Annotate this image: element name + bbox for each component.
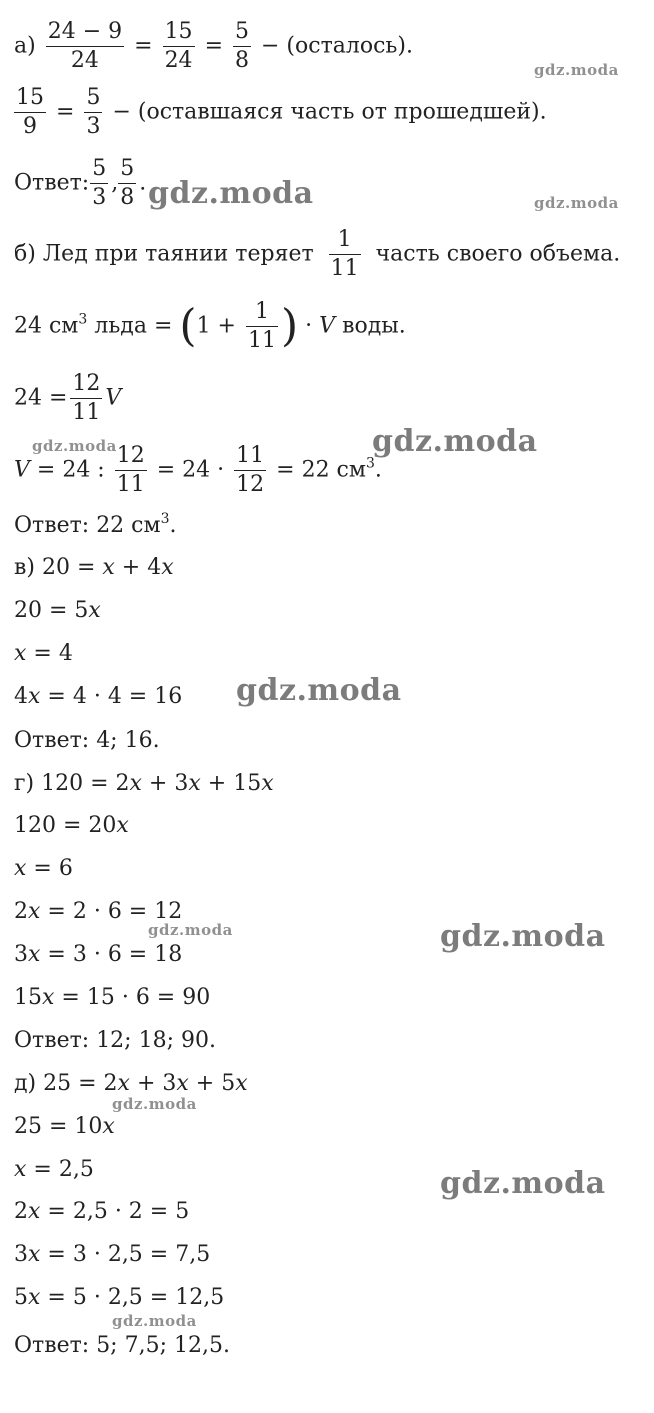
variable-x: x — [42, 985, 55, 1010]
paren-open: ( — [179, 300, 197, 352]
part-g-line-3 — [14, 856, 73, 882]
text: = 6 — [26, 856, 73, 881]
fraction — [246, 298, 278, 355]
watermark: gdz.moda — [372, 424, 538, 459]
watermark: gdz.moda — [148, 921, 233, 939]
part-label: а) — [14, 33, 36, 59]
variable-x: x — [28, 942, 41, 967]
denominator: 3 — [92, 185, 107, 210]
text: = 4 · 4 = 16 — [40, 684, 183, 709]
part-a-answer — [14, 155, 146, 212]
variable-x: x — [161, 555, 174, 580]
watermark: gdz.moda — [148, 176, 314, 211]
numerator: 12 — [70, 370, 102, 399]
variable-v: V — [14, 457, 30, 483]
period: . — [169, 513, 177, 538]
numerator: 11 — [234, 442, 266, 471]
text: 24 см — [14, 313, 79, 339]
equals-sign: = — [204, 33, 223, 59]
text: = 2 · 6 = 12 — [40, 899, 183, 924]
variable-x: x — [117, 1071, 130, 1096]
fraction — [84, 84, 102, 141]
part-d-line-2 — [14, 1114, 115, 1140]
text: 120 = 20 — [14, 813, 117, 838]
denominator: 12 — [236, 472, 265, 497]
variable-x: x — [102, 1114, 115, 1139]
fraction — [163, 18, 195, 75]
numerator: 5 — [90, 155, 108, 184]
part-b-answer — [14, 513, 177, 539]
answer-text: Ответ: 5; 7,5; 12,5. — [14, 1333, 230, 1358]
text: 20 = 5 — [14, 598, 89, 623]
watermark: gdz.moda — [440, 1166, 606, 1201]
part-v-line-3 — [14, 641, 73, 667]
variable-x: x — [28, 1199, 41, 1224]
part-d-line-1 — [14, 1071, 248, 1097]
text: = 24 : — [36, 457, 105, 483]
watermark: gdz.moda — [112, 1095, 197, 1113]
numerator: 1 — [246, 298, 278, 327]
answer-label: Ответ: — [14, 170, 90, 196]
superscript: 3 — [366, 455, 375, 472]
denominator: 11 — [330, 256, 359, 281]
part-v-line-2 — [14, 598, 101, 624]
variable-x: x — [28, 1242, 41, 1267]
denominator: 24 — [70, 48, 99, 73]
denominator: 9 — [23, 114, 37, 139]
fraction — [115, 442, 147, 499]
part-a-line-1 — [14, 18, 413, 75]
variable-v: V — [105, 385, 122, 411]
numerator: 5 — [233, 18, 251, 47]
variable-x: x — [88, 598, 101, 623]
variable-x: x — [129, 771, 142, 796]
watermark: gdz.moda — [236, 673, 402, 708]
watermark: gdz.moda — [112, 1312, 197, 1330]
answer-text: Ответ: 12; 18; 90. — [14, 1028, 216, 1053]
variable-x: x — [261, 771, 274, 796]
period: . — [139, 170, 147, 196]
text: 2 — [14, 899, 28, 924]
text: 2 — [14, 1199, 28, 1224]
period: . — [374, 457, 382, 483]
numerator: 1 — [329, 226, 361, 255]
text: 24 = — [14, 385, 68, 411]
part-g-line-5 — [14, 942, 182, 968]
variable-x: x — [176, 1071, 189, 1096]
numerator: 5 — [84, 84, 102, 113]
separator: , — [111, 170, 119, 196]
text: 15 — [14, 985, 42, 1010]
part-v-answer — [14, 728, 160, 754]
watermark: gdz.moda — [534, 194, 619, 212]
fraction — [234, 442, 266, 499]
equals-sign: = — [134, 33, 153, 59]
denominator: 3 — [86, 114, 101, 139]
text: = 3 · 2,5 = 7,5 — [40, 1242, 211, 1267]
dot-operator: · — [305, 313, 313, 339]
text: д) 25 = 2 — [14, 1071, 118, 1096]
answer-text: Ответ: 22 см — [14, 513, 161, 538]
denominator: 11 — [116, 472, 145, 497]
text: = 4 — [26, 641, 73, 666]
part-g-line-6 — [14, 985, 210, 1011]
variable-x: x — [14, 856, 27, 881]
part-g-line-1 — [14, 771, 274, 797]
part-d-line-6 — [14, 1285, 224, 1311]
text: в) 20 = — [14, 555, 103, 580]
part-g-answer — [14, 1028, 216, 1054]
variable-x: x — [116, 813, 129, 838]
denominator: 11 — [72, 400, 101, 425]
denominator: 8 — [120, 185, 135, 210]
text: + 3 — [129, 1071, 177, 1096]
superscript: 3 — [160, 511, 170, 527]
variable-x: x — [28, 684, 41, 709]
text: 1 + — [196, 313, 236, 339]
denominator: 11 — [248, 328, 276, 353]
watermark: gdz.moda — [534, 61, 619, 79]
text: = 3 · 6 = 18 — [40, 942, 183, 967]
fraction — [14, 84, 46, 141]
text: льда = — [87, 313, 173, 339]
fraction — [233, 18, 251, 75]
paren-close: ) — [281, 300, 299, 352]
text: 25 = 10 — [14, 1114, 103, 1139]
text: = 15 · 6 = 90 — [54, 985, 211, 1010]
text: = 5 · 2,5 = 12,5 — [40, 1285, 225, 1310]
variable-x: x — [28, 899, 41, 924]
text: 3 — [14, 942, 28, 967]
part-v-line-4 — [14, 684, 182, 710]
text: + 4 — [114, 555, 162, 580]
part-b-line-1 — [14, 226, 620, 283]
note-text: − (оставшаяся часть от прошедшей). — [112, 99, 547, 125]
part-b-line-3 — [14, 370, 121, 427]
numerator: 15 — [14, 84, 46, 113]
text: + 15 — [200, 771, 262, 796]
text: воды. — [342, 313, 406, 339]
watermark: gdz.moda — [440, 919, 606, 954]
part-d-line-4 — [14, 1199, 189, 1225]
part-g-line-2 — [14, 813, 129, 839]
text: + 5 — [188, 1071, 236, 1096]
part-d-answer — [14, 1333, 230, 1359]
variable-v: V — [319, 313, 336, 339]
text: часть своего объема. — [375, 241, 621, 267]
superscript: 3 — [78, 311, 88, 328]
numerator: 12 — [115, 442, 147, 471]
variable-x: x — [188, 771, 201, 796]
part-b-line-2 — [14, 298, 406, 355]
part-v-line-1 — [14, 555, 174, 581]
numerator: 5 — [118, 155, 136, 184]
part-d-line-5 — [14, 1242, 210, 1268]
text: + 3 — [141, 771, 189, 796]
fraction — [118, 155, 136, 212]
watermark: gdz.moda — [32, 437, 117, 455]
part-a-line-2 — [14, 84, 547, 141]
text: 3 — [14, 1242, 28, 1267]
text: 5 — [14, 1285, 28, 1310]
fraction — [90, 155, 108, 212]
text: = 2,5 — [26, 1157, 94, 1182]
text: 4 — [14, 684, 28, 709]
fraction — [70, 370, 102, 427]
text: = 22 см — [276, 457, 366, 483]
note-text: − (осталось). — [261, 33, 413, 59]
numerator: 24 − 9 — [46, 18, 124, 47]
fraction — [46, 18, 124, 75]
denominator: 8 — [235, 48, 249, 73]
equals-sign: = — [56, 99, 75, 125]
variable-x: x — [102, 555, 115, 580]
variable-x: x — [14, 1157, 27, 1182]
answer-text: Ответ: 4; 16. — [14, 728, 160, 753]
variable-x: x — [28, 1285, 41, 1310]
text: = 2,5 · 2 = 5 — [40, 1199, 190, 1224]
text: г) 120 = 2 — [14, 771, 130, 796]
denominator: 24 — [164, 48, 193, 73]
numerator: 15 — [163, 18, 195, 47]
part-d-line-3 — [14, 1157, 94, 1183]
text: б) Лед при таянии теряет — [14, 241, 314, 267]
fraction — [329, 226, 361, 283]
variable-x: x — [235, 1071, 248, 1096]
text: = 24 · — [156, 457, 225, 483]
variable-x: x — [14, 641, 27, 666]
